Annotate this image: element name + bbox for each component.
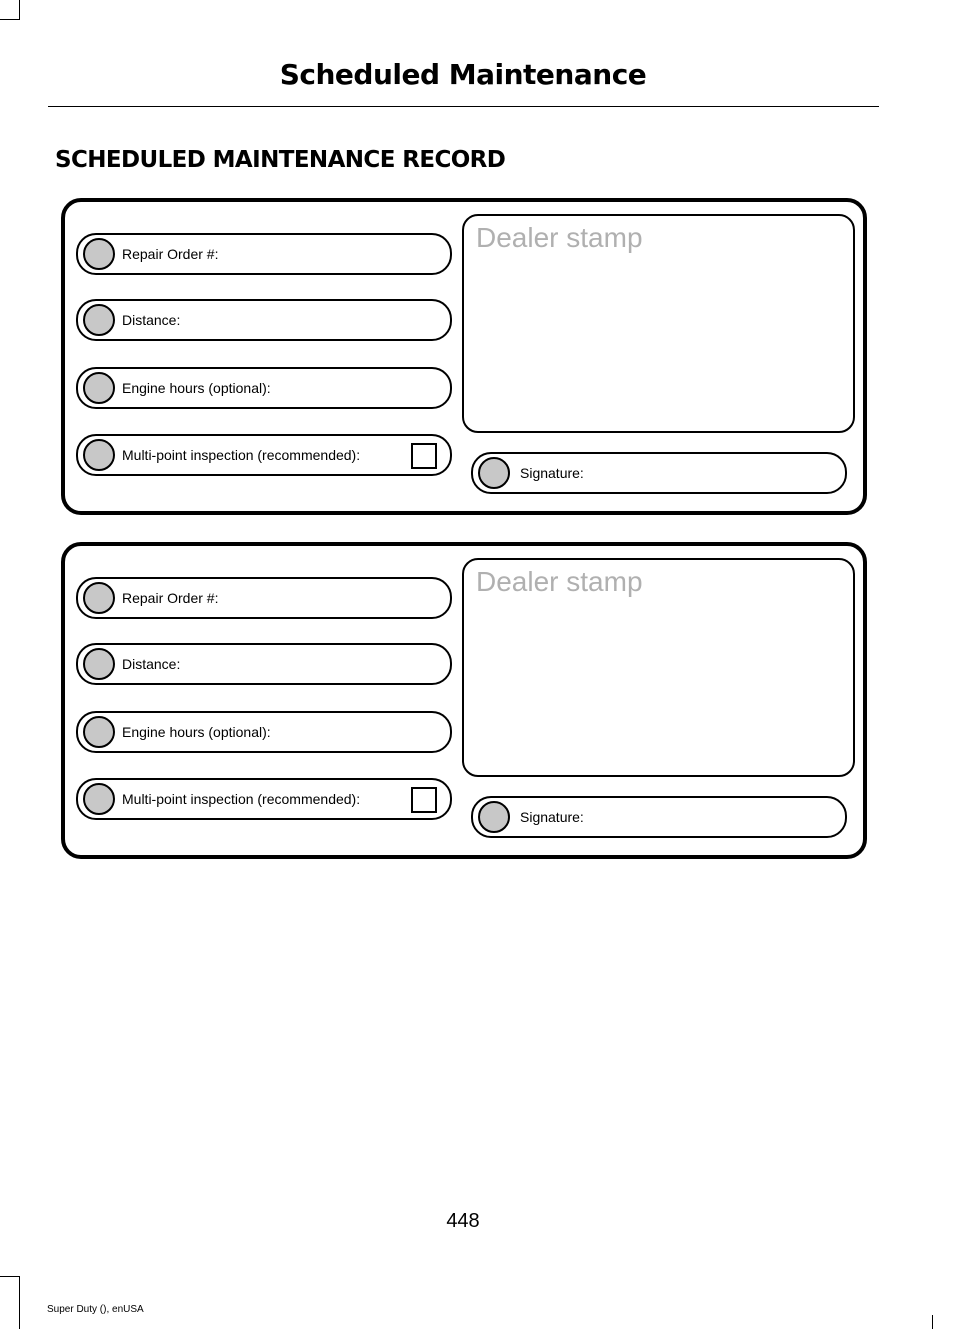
field-label: Multi-point inspection (recommended): [122, 447, 361, 463]
page-title: Scheduled Maintenance [279, 58, 647, 91]
field-label: Multi-point inspection (recommended): [122, 791, 361, 807]
circle-marker-icon [83, 304, 115, 336]
distance-field[interactable] [76, 643, 452, 685]
inspection-checkbox[interactable] [411, 443, 437, 469]
field-label: Distance: [122, 312, 181, 328]
dealer-stamp-area [462, 214, 855, 433]
circle-marker-icon [83, 716, 115, 748]
circle-marker-icon [478, 801, 510, 833]
signature-field[interactable] [471, 452, 847, 494]
inspection-checkbox[interactable] [411, 787, 437, 813]
engine-hours-field[interactable] [76, 711, 452, 753]
repair-order-field[interactable] [76, 577, 452, 619]
dealer-stamp-area [462, 558, 855, 777]
section-title: SCHEDULED MAINTENANCE RECORD [55, 147, 506, 173]
engine-hours-field[interactable] [76, 367, 452, 409]
crop-mark [0, 19, 20, 20]
circle-marker-icon [83, 372, 115, 404]
maintenance-record-card [61, 198, 867, 515]
footer-doc-info: Super Duty (), enUSA [47, 1304, 144, 1315]
field-label: Engine hours (optional): [122, 380, 271, 396]
field-label: Distance: [122, 656, 181, 672]
crop-mark [0, 1276, 20, 1277]
field-label: Signature: [520, 809, 584, 825]
circle-marker-icon [83, 439, 115, 471]
signature-field[interactable] [471, 796, 847, 838]
crop-mark [932, 1315, 933, 1329]
dealer-stamp-label: Dealer stamp [476, 222, 643, 253]
circle-marker-icon [83, 238, 115, 270]
repair-order-field[interactable] [76, 233, 452, 275]
dealer-stamp-label: Dealer stamp [476, 566, 643, 597]
field-label: Signature: [520, 465, 584, 481]
circle-marker-icon [478, 457, 510, 489]
field-label: Engine hours (optional): [122, 724, 271, 740]
circle-marker-icon [83, 648, 115, 680]
inspection-field [76, 778, 452, 820]
page-number: 448 [446, 1210, 480, 1232]
circle-marker-icon [83, 783, 115, 815]
circle-marker-icon [83, 582, 115, 614]
inspection-field [76, 434, 452, 476]
distance-field[interactable] [76, 299, 452, 341]
header-divider [48, 106, 879, 107]
crop-mark [19, 1276, 20, 1329]
maintenance-record-card [61, 542, 867, 859]
field-label: Repair Order #: [122, 590, 219, 606]
crop-mark [19, 0, 20, 20]
field-label: Repair Order #: [122, 246, 219, 262]
